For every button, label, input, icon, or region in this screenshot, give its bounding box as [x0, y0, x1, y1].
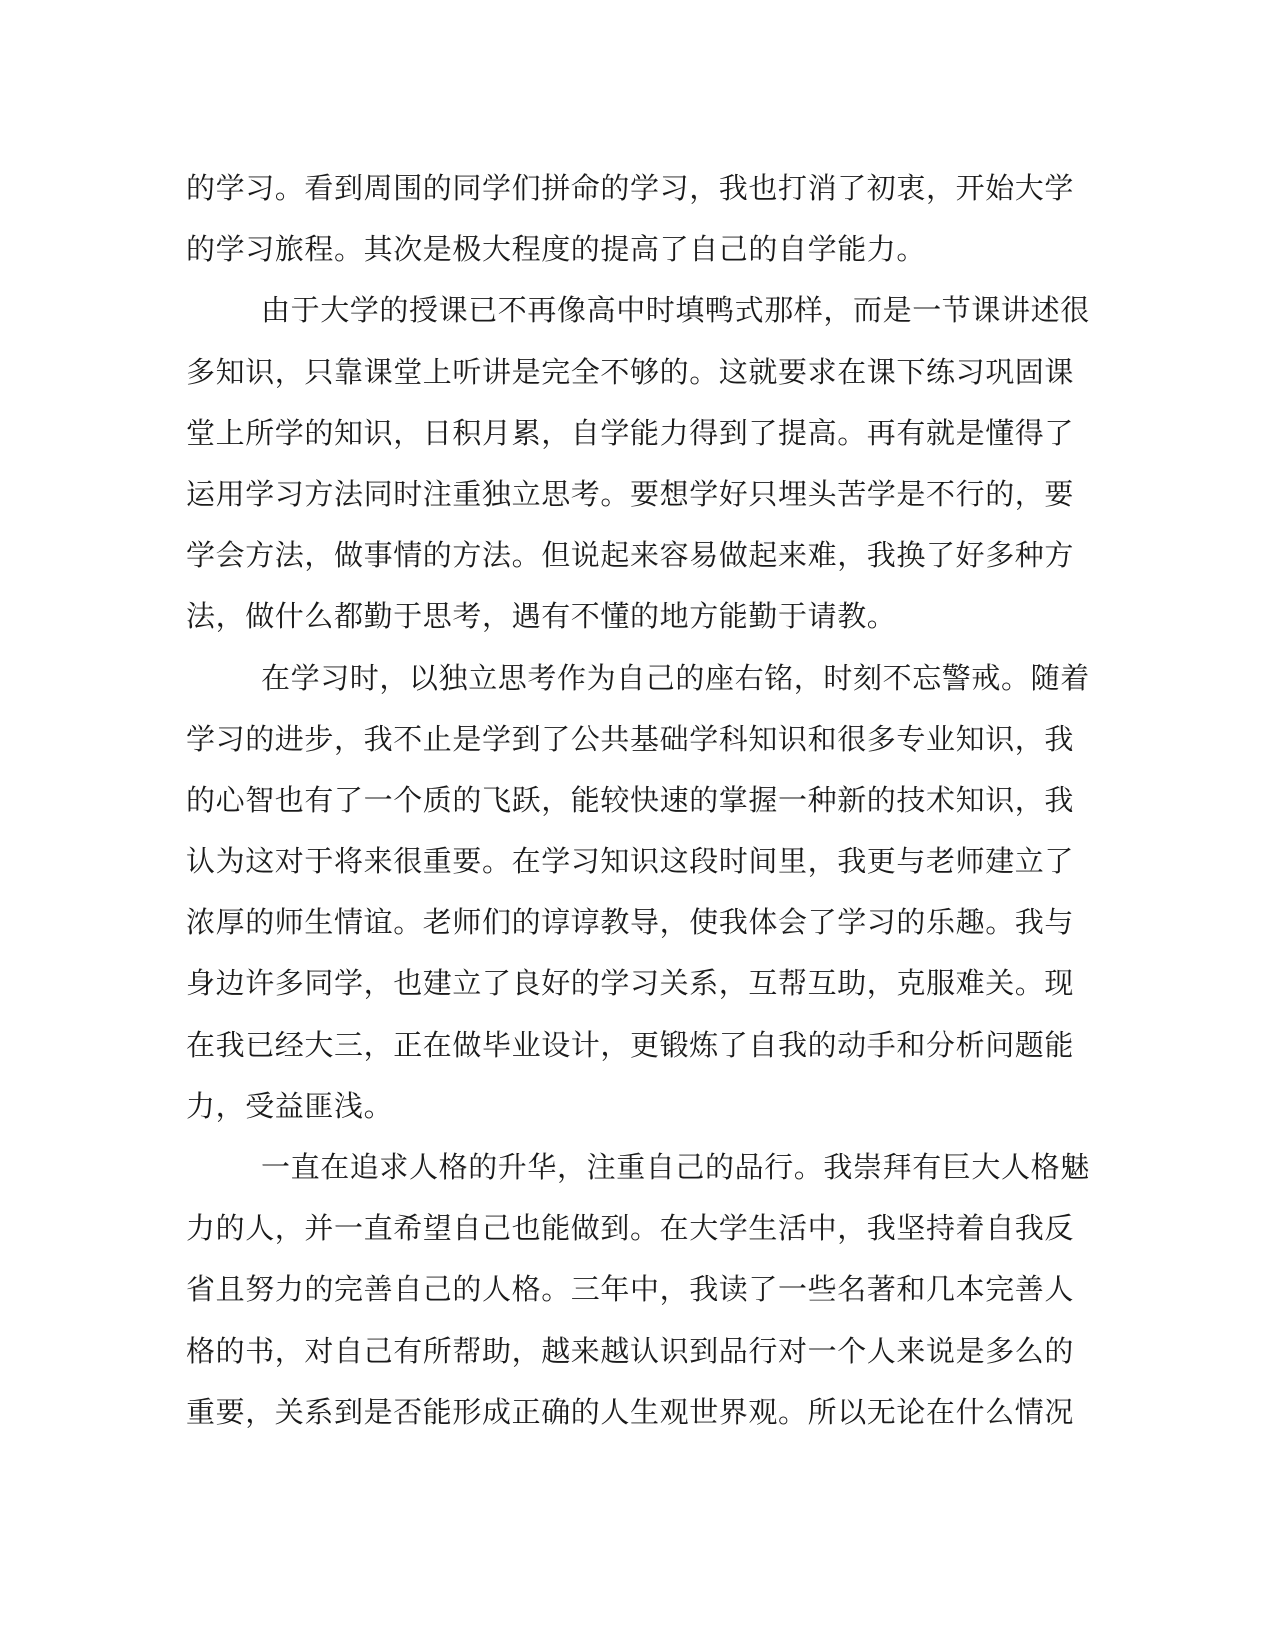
- text-line: 的学习。看到周围的同学们拼命的学习，我也打消了初衷，开始大学: [186, 171, 1075, 205]
- text-line: 的学习旅程。其次是极大程度的提高了自己的自学能力。: [186, 232, 927, 267]
- text-line: 学习的进步，我不止是学到了公共基础学科知识和很多专业知识，我: [186, 721, 1075, 756]
- text-line: 学会方法，做事情的方法。但说起来容易做起来难，我换了好多种方: [186, 538, 1075, 573]
- body-text: [186, 158, 1090, 1443]
- text-line: 格的书，对自己有所帮助，越来越认识到品行对一个人来说是多么的: [186, 1333, 1075, 1368]
- text-line: 在我已经大三，正在做毕业设计，更锻炼了自我的动手和分析问题能: [186, 1027, 1075, 1062]
- text-line: 的心智也有了一个质的飞跃，能较快速的掌握一种新的技术知识，我: [186, 782, 1075, 817]
- text-line: 省且努力的完善自己的人格。三年中，我读了一些名著和几本完善人: [186, 1272, 1075, 1307]
- paragraph-first-line: 在学习时，以独立思考作为自己的座右铭，时刻不忘警戒。随着: [261, 660, 1090, 695]
- text-line: 堂上所学的知识，日积月累，自学能力得到了提高。再有就是懂得了: [186, 415, 1075, 450]
- text-line: 浓厚的师生情谊。老师们的谆谆教导，使我体会了学习的乐趣。我与: [186, 905, 1075, 940]
- text-line: 力的人，并一直希望自己也能做到。在大学生活中，我坚持着自我反: [186, 1211, 1075, 1246]
- text-line: 重要，关系到是否能形成正确的人生观世界观。所以无论在什么情况: [186, 1394, 1075, 1429]
- paragraph-first-line: 由于大学的授课已不再像高中时填鸭式那样，而是一节课讲述很: [261, 293, 1090, 328]
- paragraph-first-line: 一直在追求人格的升华，注重自己的品行。我崇拜有巨大人格魅: [261, 1150, 1090, 1184]
- text-line: 多知识，只靠课堂上听讲是完全不够的。这就要求在课下练习巩固课: [186, 354, 1075, 389]
- text-line: 力，受益匪浅。: [186, 1088, 394, 1123]
- text-line: 法，做什么都勤于思考，遇有不懂的地方能勤于请教。: [186, 599, 897, 634]
- text-line: 认为这对于将来很重要。在学习知识这段时间里，我更与老师建立了: [186, 844, 1075, 879]
- text-line: 运用学习方法同时注重独立思考。要想学好只埋头苦学是不行的，要: [186, 476, 1075, 511]
- text-line: 身边许多同学，也建立了良好的学习关系，互帮互助，克服难关。现: [186, 966, 1075, 1001]
